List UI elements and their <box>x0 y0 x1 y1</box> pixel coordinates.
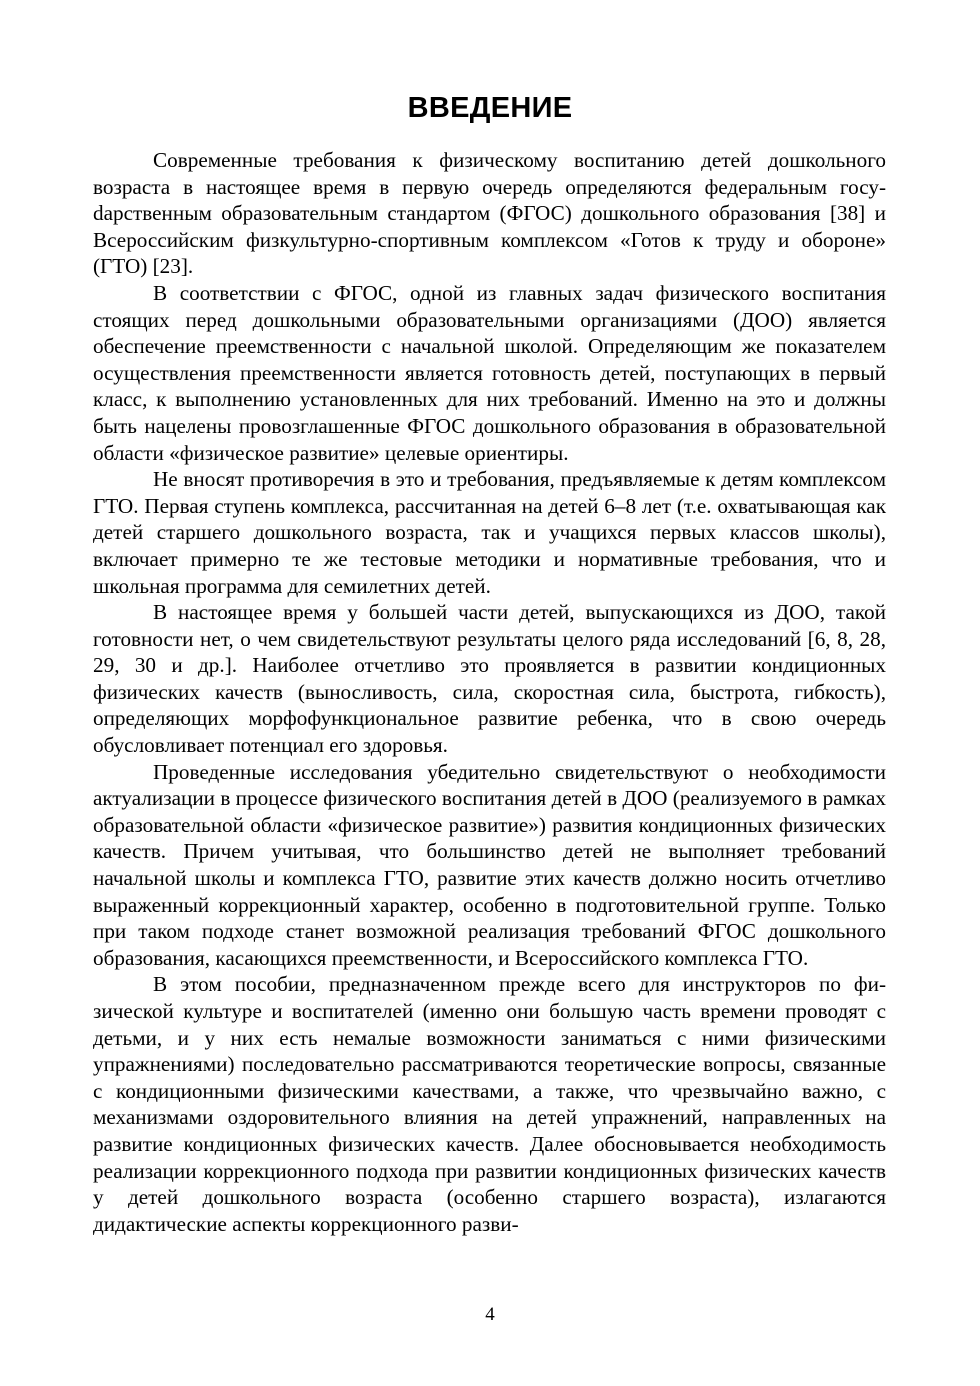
body-text <box>93 147 886 1237</box>
page-title: ВВЕДЕНИЕ <box>407 92 573 124</box>
paragraph-4: В настоящее время у большей части детей, выпускающихся из ДОО, такой готовности нет, о чем свидетельствуют результаты целого ряда исследований [6, 8, 28, 29, 30 и др.]. Наиболее отчетливо это проявляется в развитии кондиционных физических качеств (выносливость, сила, скоростная сила, быстрота, гибкость), определяющих морфофункциональное развитие ребенка, что в свою очередь обусловливает потенциал его здоровья. <box>93 600 886 758</box>
paragraph-6: В этом пособии, предназначенном прежде всего для инструкторов по физической культуре и воспитателей (именно они большую часть времени проводят с детьми, и у них есть немалые возможности заниматься с ними физическими упражнениями) последовательно рассматриваются теоретические вопросы, связанные с кондиционными физическими качествами, а также, что чрезвычайно важно, с механизмами оздоровительного влияния на детей упражнений, направленных на развитие кондиционных физических качеств. Далее обосновывается необходимость реализации коррекционного подхода при развитии кондиционных физических качеств у детей дошкольного возраста (особенно старшего возраста), излагаются дидактические аспекты коррекционного разви- <box>93 972 886 1236</box>
paragraph-2: В соответствии с ФГОС, одной из главных задач физического воспитания стоящих перед дошкольными образовательными организациями (ДОО) является обеспечение преемственности с начальной школой. Определяющим же показателем осуществления преемственности является готовность детей, поступающих в первый класс, к выполнению установленных для них требований. Именно на это и должны быть нацелены провозглашенные ФГОС дошкольного образования в образовательной области «физическое развитие» целевые ориентиры. <box>93 280 886 465</box>
paragraph-3: Не вносят противоречия в это и требования, предъявляемые к детям комплексом ГТО. Первая ступень комплекса, рассчитанная на детей 6–8 лет (т.е. охватывающая как детей старшего дошкольного возраста, так и учащихся первых классов школы), включает примерно те же тестовые методики и нормативные требования, что и школьная программа для семилетних детей. <box>93 467 886 598</box>
page-number: 4 <box>485 1304 495 1325</box>
paragraph-1: Современные требования к физическому воспитанию детей дошкольного возраста в настоящее время в первую очередь определяются федеральным госуdарственным образовательным стандартом (ФГОС) дошкольного образования [38] и Всероссийским физкультурно-спортивным комплексом «Готов к труду и обороне» (ГТО) [23]. <box>93 148 886 279</box>
paragraph-5: Проведенные исследования убедительно свидетельствуют о необходимости актуализации в процессе физического воспитания детей в ДОО (реализуемого в рамках образовательной области «физическое развитие») развития кондиционных физических качеств. Причем учитывая, что большинство детей не выполняет требований начальной школы и комплекса ГТО, развитие этих качеств должно носить отчетливо выраженный коррекционный характер, особенно в подготовительной группе. Только при таком подходе станет возможной реализация требований ФГОС дошкольного образования, касающихся преемственности, и Всероссийского комплекса ГТО. <box>93 759 886 970</box>
